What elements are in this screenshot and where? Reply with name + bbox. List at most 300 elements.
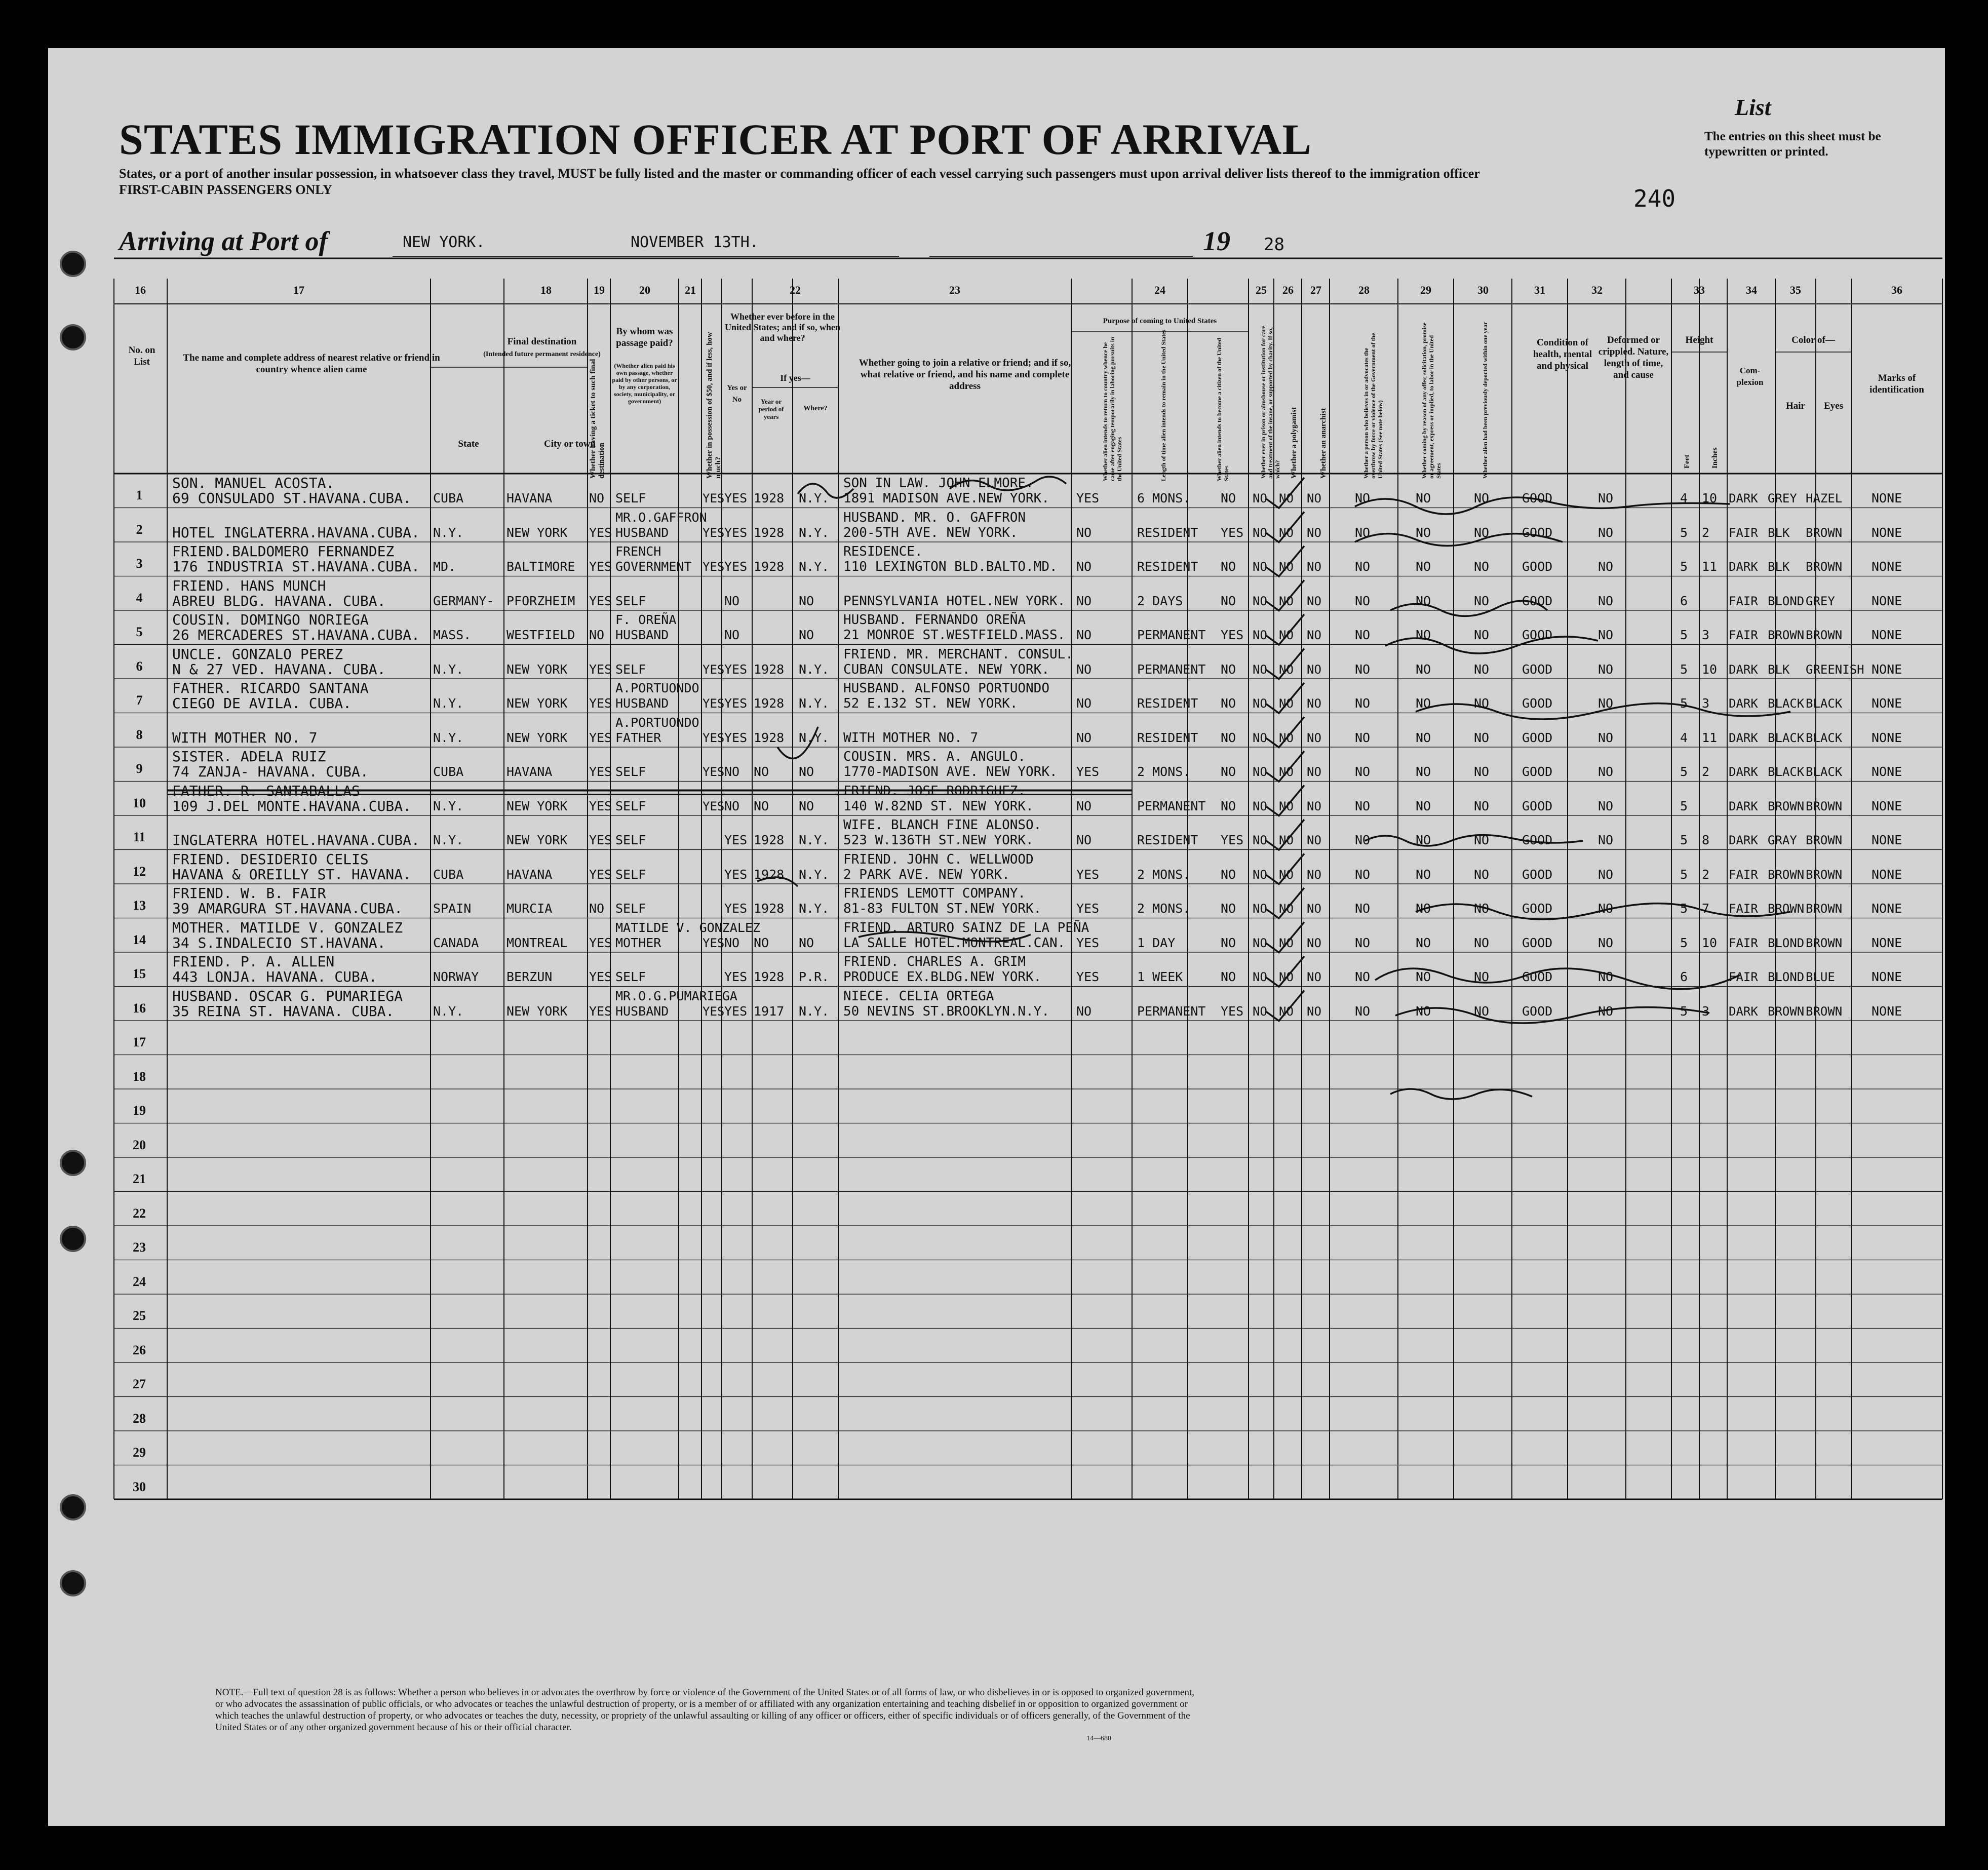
before-where: N.Y.: [799, 696, 830, 711]
purpose-length: RESIDENT: [1137, 559, 1198, 574]
passage-paid-by: SELF: [615, 833, 646, 847]
joining-name: FRIEND. CHARLES A. GRIM: [843, 954, 1026, 969]
before-year: 1928: [754, 969, 785, 984]
answer-overthrow: NO: [1355, 628, 1371, 642]
relative-name: HUSBAND. OSCAR G. PUMARIEGA: [172, 987, 403, 1004]
complexion-value: DARK: [1729, 1004, 1758, 1019]
destination-city: MURCIA: [506, 901, 553, 916]
joining-name: HUSBAND. ALFONSO PORTUONDO: [843, 681, 1049, 696]
destination-city: NEW YORK: [506, 696, 568, 711]
answer-overthrow: NO: [1355, 525, 1371, 540]
hair-color: BLACK: [1768, 696, 1805, 711]
punch-hole: [60, 1150, 86, 1176]
destination-state: N.Y.: [433, 525, 464, 540]
purpose-citizen: NO: [1221, 696, 1236, 711]
answer-anarchist: NO: [1307, 696, 1321, 711]
passage-paid-by: SELF: [615, 661, 646, 677]
answer-prison: NO: [1253, 491, 1267, 505]
row-number: 2: [136, 522, 143, 537]
header-prison: Whether ever in prison or almshouse or institution for care and treatment of the insane, or supported by charity. If so, which?: [1260, 326, 1281, 479]
joining-name: FRIEND. MR. MERCHANT. CONSUL.: [843, 646, 1073, 662]
passage-paid-by: GOVERNMENT: [615, 559, 692, 574]
relative-name: COUSIN. DOMINGO NORIEGA: [172, 611, 369, 628]
header-color-of: Color of—: [1791, 335, 1835, 345]
passage-paid-by: SELF: [615, 901, 646, 916]
punch-hole: [60, 1226, 86, 1252]
hair-color: BLK: [1768, 560, 1790, 574]
answer-deported: NO: [1474, 491, 1490, 505]
answer-deported: NO: [1474, 969, 1490, 984]
height-feet: 6: [1680, 969, 1688, 984]
eye-color: BROWN: [1806, 560, 1843, 574]
ticket-value: YES: [589, 696, 612, 711]
money-value: YES: [703, 799, 725, 813]
punch-hole: [60, 1570, 86, 1596]
height-feet: 5: [1680, 1003, 1688, 1019]
destination-state: N.Y.: [433, 798, 464, 813]
row-number: 18: [133, 1069, 146, 1084]
passage-paid-by: HUSBAND: [615, 696, 669, 711]
height-inches: 2: [1702, 525, 1710, 540]
height-inches: 3: [1702, 628, 1710, 642]
destination-city: HAVANA: [506, 491, 553, 505]
destination-city: NEW YORK: [506, 1003, 568, 1019]
header-deformed: Deformed or crippled. Nature, length of time, and cause: [1598, 335, 1669, 380]
answer-deported: NO: [1474, 1003, 1490, 1019]
passage-payer-name: MR.O.G.PUMARIEGA: [615, 988, 737, 1003]
height-feet: 4: [1680, 730, 1688, 745]
relative-address: N & 27 VED. HAVANA. CUBA.: [172, 660, 386, 678]
answer-deported: NO: [1474, 525, 1490, 540]
answer-overthrow: NO: [1355, 730, 1371, 745]
answer-deported: NO: [1474, 628, 1490, 642]
row-number: 23: [133, 1240, 146, 1255]
manifest-sheet: [48, 48, 1945, 1826]
destination-state: GERMANY-: [433, 593, 494, 608]
deformed-value: NO: [1598, 661, 1614, 677]
answer-deported: NO: [1474, 696, 1490, 711]
before-in-us: YES: [724, 696, 748, 711]
passage-paid-by: SELF: [615, 593, 646, 608]
purpose-length: 1 DAY: [1137, 935, 1176, 950]
column-number: 23: [949, 284, 960, 296]
destination-city: BERZUN: [506, 969, 553, 984]
joining-name: FRIEND. ARTURO SAINZ DE LA PEÑA: [843, 920, 1089, 936]
height-feet: 5: [1680, 798, 1688, 813]
list-number: 240: [1633, 185, 1676, 212]
identification-marks: NONE: [1872, 525, 1902, 540]
answer-polygamist: NO: [1279, 833, 1294, 847]
complexion-value: FAIR: [1729, 902, 1758, 916]
joining-address: 1891 MADISON AVE.NEW YORK.: [843, 491, 1049, 506]
instructions-text: States, or a port of another insular possession, in whatsoever class they travel, MUST be fully listed and the master or commanding officer of each vessel carrying such passengers must upon arrival deliver lists thereof to the immigration officer: [119, 166, 1480, 181]
port-underline: [393, 256, 899, 257]
joining-address: 2 PARK AVE. NEW YORK.: [843, 867, 1010, 882]
header-final-destination-sub: (Intended future permanent residence): [483, 350, 601, 358]
answer-polygamist: NO: [1279, 936, 1294, 950]
destination-city: HAVANA: [506, 764, 553, 779]
answer-anarchist: NO: [1307, 730, 1321, 745]
header-before-us: Whether ever before in the United States; and if so, when and where?: [724, 311, 841, 343]
before-in-us: YES: [724, 833, 748, 847]
before-in-us: NO: [724, 593, 740, 608]
purpose-citizen: NO: [1221, 559, 1236, 574]
identification-marks: NONE: [1872, 491, 1902, 505]
before-in-us: YES: [724, 525, 748, 540]
eye-color: GREENISH: [1806, 662, 1864, 677]
height-feet: 5: [1680, 559, 1688, 574]
before-in-us: YES: [724, 969, 748, 984]
header-height: Height: [1685, 335, 1713, 345]
ticket-value: YES: [589, 935, 612, 950]
answer-polygamist: NO: [1279, 594, 1294, 608]
deformed-value: NO: [1598, 867, 1614, 882]
ticket-value: YES: [589, 867, 612, 882]
deformed-value: NO: [1598, 901, 1614, 916]
height-feet: 5: [1680, 661, 1688, 677]
identification-marks: NONE: [1872, 628, 1902, 642]
ticket-value: YES: [589, 559, 612, 574]
answer-deported: NO: [1474, 661, 1490, 677]
header-passage-paid-sub: (Whether alien paid his own passage, whether paid by other persons, or by any corporation, society, municipality, or government): [612, 362, 677, 405]
answer-prison: NO: [1253, 936, 1267, 950]
height-feet: 6: [1680, 593, 1688, 608]
purpose-return: YES: [1076, 935, 1100, 950]
deformed-value: NO: [1598, 593, 1614, 608]
deformed-value: NO: [1598, 491, 1614, 505]
answer-deported: NO: [1474, 833, 1490, 847]
header-deported: Whether alien had been previously deported within one year: [1482, 322, 1489, 479]
hair-color: BROWN: [1768, 799, 1805, 813]
purpose-return: NO: [1076, 661, 1092, 677]
identification-marks: NONE: [1872, 1003, 1902, 1019]
header-relative-home: The name and complete address of nearest relative or friend in country whence alien came: [183, 353, 440, 375]
passage-paid-by: HUSBAND: [615, 628, 669, 642]
before-where: N.Y.: [799, 559, 830, 574]
health-condition: GOOD: [1522, 730, 1553, 745]
before-where: N.Y.: [799, 491, 830, 505]
money-value: YES: [703, 730, 725, 745]
column-number: 27: [1310, 284, 1321, 296]
height-inches: 10: [1702, 661, 1718, 677]
before-in-us: NO: [724, 798, 740, 813]
purpose-citizen: NO: [1221, 730, 1236, 745]
destination-state: N.Y.: [433, 730, 464, 745]
header-complexion: Com-plexion: [1736, 366, 1764, 387]
answer-prison: NO: [1253, 902, 1267, 916]
column-number: 16: [135, 284, 146, 296]
column-number: 34: [1746, 284, 1757, 296]
complexion-value: FAIR: [1729, 936, 1758, 950]
ticket-value: NO: [589, 491, 605, 505]
purpose-return: NO: [1076, 798, 1092, 813]
answer-anarchist: NO: [1307, 662, 1321, 677]
destination-city: BALTIMORE: [506, 559, 575, 574]
eye-color: BLUE: [1806, 970, 1835, 984]
before-where: N.Y.: [799, 1003, 830, 1019]
hair-color: BLK: [1768, 662, 1790, 677]
before-where: P.R.: [799, 969, 830, 984]
row-number: 20: [133, 1137, 146, 1152]
purpose-length: RESIDENT: [1137, 525, 1198, 540]
passage-paid-by: SELF: [615, 764, 646, 779]
health-condition: GOOD: [1522, 798, 1553, 813]
header-passage-paid: By whom was passage paid?: [616, 326, 673, 348]
deformed-value: NO: [1598, 833, 1614, 847]
header-purpose: Purpose of coming to United States: [1103, 317, 1217, 325]
purpose-citizen: YES: [1221, 1003, 1244, 1019]
relative-address: INGLATERRA HOTEL.HAVANA.CUBA.: [172, 832, 420, 848]
identification-marks: NONE: [1872, 867, 1902, 882]
column-number: 32: [1591, 284, 1603, 296]
height-feet: 5: [1680, 901, 1688, 916]
answer-polygamist: NO: [1279, 799, 1294, 813]
page-title: STATES IMMIGRATION OFFICER AT PORT OF ARRIVAL: [119, 115, 1312, 164]
answer-labor-offer: NO: [1416, 661, 1431, 677]
answer-overthrow: NO: [1355, 867, 1371, 882]
row-number: 6: [136, 658, 143, 674]
row-number: 7: [136, 693, 143, 708]
purpose-citizen: YES: [1221, 525, 1244, 540]
row-number: 26: [133, 1342, 146, 1357]
purpose-length: 2 DAYS: [1137, 593, 1183, 608]
purpose-length: RESIDENT: [1137, 833, 1198, 847]
row-number: 17: [133, 1035, 146, 1049]
height-inches: 11: [1702, 730, 1718, 745]
row-number: 16: [133, 1000, 146, 1016]
answer-labor-offer: NO: [1416, 798, 1431, 813]
relative-address: 443 LONJA. HAVANA. CUBA.: [172, 968, 377, 985]
passage-payer-name: F. OREÑA: [615, 612, 677, 627]
footnote: NOTE.—Full text of question 28 is as follows: Whether a person who believes in or advocates the overthrow by force or violence of the Government of the United States or of all forms of law, or who disbelieves in or is opposed to organized government, or who advocates the assassination of public officials, or who advocates or teaches the unlawful destruction of property, or is a member of or affiliated with any organization entertaining and teaching disbelief in or opposition to organized government or which teaches the unlawful destruction of property, or who advocates or teaches the duty, necessity, or propriety of the unlawful assaulting or killing of any officer or officers, either of specific individuals or of officers generally, of the Government of the United States or of any other organized government because of his or their official character.: [215, 1687, 1194, 1733]
hair-color: BLACK: [1768, 730, 1805, 745]
answer-anarchist: NO: [1307, 525, 1321, 540]
header-labor-offer: Whether coming by reason of any offer, solicitation, promise or agreement, express or implied, to labor in the United States: [1421, 322, 1442, 479]
before-in-us: NO: [724, 628, 740, 642]
destination-state: CUBA: [433, 491, 464, 505]
relative-address: WITH MOTHER NO. 7: [172, 729, 318, 746]
health-condition: GOOD: [1522, 628, 1553, 642]
passage-paid-by: FATHER: [615, 730, 661, 745]
row-number: 8: [136, 727, 143, 742]
row-number: 5: [136, 625, 143, 639]
answer-polygamist: NO: [1279, 867, 1294, 882]
joining-name: FRIEND. JOHN C. WELLWOOD: [843, 851, 1034, 867]
column-number: 17: [293, 284, 304, 296]
before-in-us: YES: [724, 901, 748, 916]
hair-color: BLOND: [1768, 936, 1805, 950]
joining-name: COUSIN. MRS. A. ANGULO.: [843, 749, 1026, 764]
answer-overthrow: NO: [1355, 696, 1371, 711]
complexion-value: FAIR: [1729, 970, 1758, 984]
header-marks: Marks of identification: [1869, 373, 1924, 395]
passage-paid-by: SELF: [615, 867, 646, 882]
answer-labor-offer: NO: [1416, 525, 1431, 540]
destination-state: N.Y.: [433, 833, 464, 847]
eye-color: BROWN: [1806, 867, 1843, 882]
answer-prison: NO: [1253, 696, 1267, 711]
purpose-return: YES: [1076, 969, 1100, 984]
money-value: YES: [703, 696, 725, 711]
identification-marks: NONE: [1872, 935, 1902, 950]
column-number: 24: [1154, 284, 1165, 296]
answer-overthrow: NO: [1355, 935, 1371, 950]
instructions: [119, 166, 1639, 198]
destination-state: MASS.: [433, 628, 472, 642]
passage-paid-by: HUSBAND: [615, 525, 669, 540]
joining-address: 21 MONROE ST.WESTFIELD.MASS.: [843, 628, 1066, 643]
answer-prison: NO: [1253, 1004, 1267, 1019]
row-number: 27: [133, 1377, 146, 1391]
relative-name: SON. MANUEL ACOSTA.: [172, 475, 335, 491]
joining-name: FRIEND. JOSE RODRIGUEZ.: [843, 783, 1026, 799]
purpose-citizen: YES: [1221, 628, 1244, 642]
purpose-return: NO: [1076, 593, 1092, 608]
height-inches: 2: [1702, 867, 1710, 882]
passage-payer-name: MATILDE V. GONZALEZ: [615, 920, 760, 935]
answer-deported: NO: [1474, 559, 1490, 574]
complexion-value: FAIR: [1729, 525, 1758, 540]
row-number: 4: [136, 590, 143, 605]
complexion-value: DARK: [1729, 696, 1758, 711]
money-value: YES: [703, 765, 725, 779]
answer-overthrow: NO: [1355, 593, 1371, 608]
identification-marks: NONE: [1872, 833, 1902, 847]
destination-state: SPAIN: [433, 901, 472, 916]
relative-address: 26 MERCADERES ST.HAVANA.CUBA.: [172, 627, 420, 643]
answer-prison: NO: [1253, 525, 1267, 540]
passage-paid-by: HUSBAND: [615, 1003, 669, 1019]
purpose-citizen: NO: [1221, 764, 1236, 779]
purpose-length: RESIDENT: [1137, 696, 1198, 711]
deformed-value: NO: [1598, 730, 1614, 745]
before-in-us: YES: [724, 559, 748, 574]
destination-city: NEW YORK: [506, 730, 568, 745]
answer-labor-offer: NO: [1416, 969, 1431, 984]
relative-name: FRIEND.BALDOMERO FERNANDEZ: [172, 543, 395, 560]
answer-polygamist: NO: [1279, 525, 1294, 540]
deformed-value: NO: [1598, 1003, 1614, 1019]
row-number: 12: [133, 864, 146, 879]
passage-payer-name: A.PORTUONDO: [615, 681, 699, 695]
before-year: 1928: [754, 661, 785, 677]
destination-state: MD.: [433, 559, 456, 574]
ticket-value: YES: [589, 525, 612, 540]
eye-color: BROWN: [1806, 1004, 1843, 1019]
joining-address: PRODUCE EX.BLDG.NEW YORK.: [843, 969, 1042, 985]
column-number: 26: [1282, 284, 1294, 296]
answer-anarchist: NO: [1307, 765, 1321, 779]
deformed-value: NO: [1598, 696, 1614, 711]
purpose-length: 1 WEEK: [1137, 969, 1183, 984]
answer-labor-offer: NO: [1416, 559, 1431, 574]
punch-hole: [60, 1494, 86, 1521]
relative-name: FRIEND. W. B. FAIR: [172, 885, 326, 902]
answer-prison: NO: [1253, 867, 1267, 882]
purpose-length: 2 MONS.: [1137, 764, 1191, 779]
passage-payer-name: A.PORTUONDO: [615, 715, 699, 730]
destination-state: CUBA: [433, 867, 464, 882]
relative-name: FATHER. R. SANTABALLAS: [172, 782, 360, 799]
column-number: 22: [790, 284, 801, 296]
height-feet: 4: [1680, 491, 1688, 505]
answer-anarchist: NO: [1307, 970, 1321, 984]
height-feet: 5: [1680, 935, 1688, 950]
row-number: 13: [133, 898, 146, 913]
height-feet: 5: [1680, 867, 1688, 882]
complexion-value: DARK: [1729, 491, 1758, 505]
before-year: NO: [754, 764, 769, 779]
answer-labor-offer: NO: [1416, 935, 1431, 950]
answer-labor-offer: NO: [1416, 628, 1431, 642]
answer-labor-offer: NO: [1416, 593, 1431, 608]
money-value: YES: [703, 936, 725, 950]
health-condition: GOOD: [1522, 969, 1553, 984]
answer-anarchist: NO: [1307, 867, 1321, 882]
destination-city: NEW YORK: [506, 798, 568, 813]
row-number: 25: [133, 1308, 146, 1323]
purpose-return: YES: [1076, 867, 1100, 882]
joining-address: 200-5TH AVE. NEW YORK.: [843, 525, 1018, 540]
header-state: State: [458, 439, 479, 449]
answer-overthrow: NO: [1355, 661, 1371, 677]
answer-anarchist: NO: [1307, 628, 1321, 642]
ticket-value: NO: [589, 901, 605, 916]
money-value: YES: [703, 491, 725, 505]
header-hair: Hair: [1786, 401, 1805, 411]
header-polygamist: Whether a polygamist: [1290, 407, 1298, 479]
column-number: 18: [540, 284, 552, 296]
before-where: N.Y.: [799, 901, 830, 916]
header-year-period: Year or period of years: [758, 398, 784, 420]
answer-anarchist: NO: [1307, 560, 1321, 574]
purpose-return: YES: [1076, 491, 1100, 505]
year-prefix: 19: [1203, 226, 1230, 256]
health-condition: GOOD: [1522, 935, 1553, 950]
eye-color: BLACK: [1806, 730, 1843, 745]
ticket-value: YES: [589, 798, 612, 813]
purpose-citizen: NO: [1221, 901, 1236, 916]
relative-name: UNCLE. GONZALO PEREZ: [172, 645, 343, 663]
entries-note: The entries on this sheet must be typewritten or printed.: [1704, 130, 1881, 159]
column-number: 20: [639, 284, 650, 296]
before-where: N.Y.: [799, 525, 830, 540]
before-where: NO: [799, 593, 814, 608]
relative-address: ABREU BLDG. HAVANA. CUBA.: [172, 592, 386, 609]
before-year: 1928: [754, 491, 785, 505]
answer-overthrow: NO: [1355, 833, 1371, 847]
deformed-value: NO: [1598, 798, 1614, 813]
header-purpose-citizen: Whether alien intends to become a citizen of the United States: [1216, 338, 1230, 481]
health-condition: GOOD: [1522, 593, 1553, 608]
answer-polygamist: NO: [1279, 1004, 1294, 1019]
complexion-value: FAIR: [1729, 594, 1758, 608]
header-final-destination: Final destination: [507, 336, 577, 347]
answer-polygamist: NO: [1279, 902, 1294, 916]
passage-paid-by: SELF: [615, 491, 646, 505]
destination-city: MONTREAL: [506, 935, 568, 950]
answer-deported: NO: [1474, 798, 1490, 813]
answer-labor-offer: NO: [1416, 491, 1431, 505]
row-number: 1: [136, 488, 143, 502]
ticket-value: YES: [589, 661, 612, 677]
purpose-citizen: NO: [1221, 661, 1236, 677]
answer-labor-offer: NO: [1416, 764, 1431, 779]
row-number: 11: [133, 830, 146, 844]
relative-name: FATHER. RICARDO SANTANA: [172, 680, 369, 696]
before-where: N.Y.: [799, 867, 830, 882]
punch-hole: [60, 324, 86, 350]
